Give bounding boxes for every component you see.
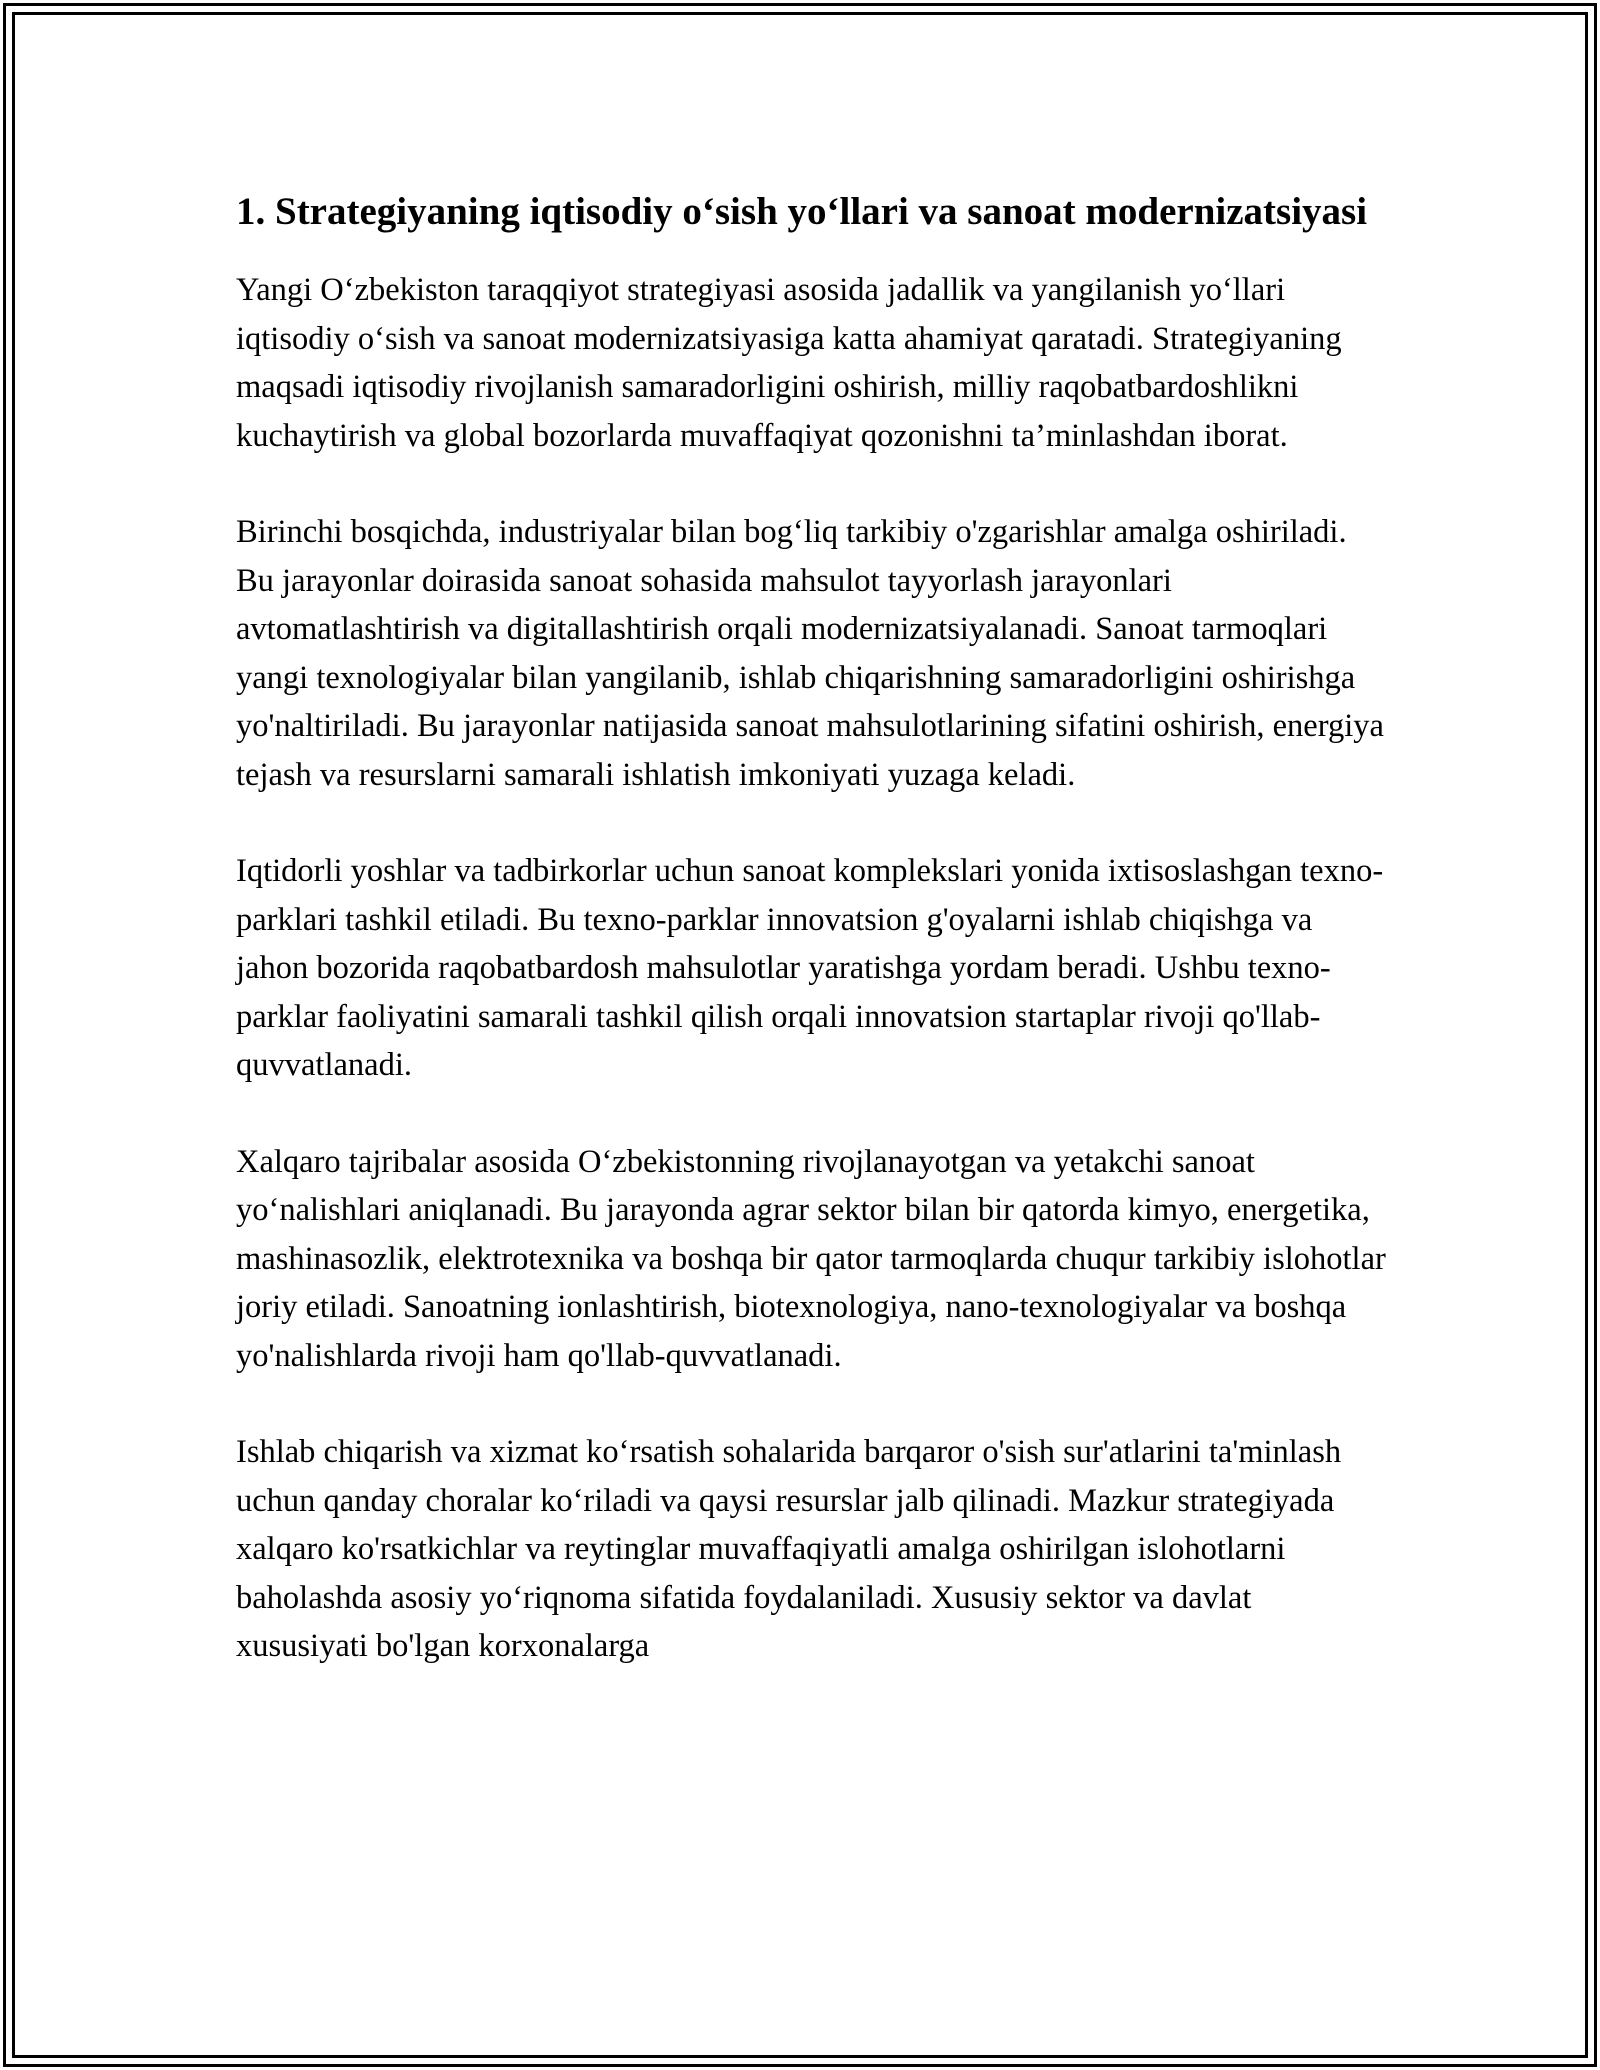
paragraph-1: Yangi O‘zbekiston taraqqiyot strategiyasi asosida jadallik va yangilanish yo‘llari iqtisodiy o‘sish va sanoat modernizatsiyasiga katta ahamiyat qaratadi. Strategiyaning maqsadi iqtisodiy rivojlanish samaradorligini oshirish, milliy raqobatbardoshlikni kuchaytirish va global bozorlarda muvaffaqiyat qozonishni ta’minlashdan iborat. <box>236 272 1342 454</box>
paragraph-2: Birinchi bosqichda, industriyalar bilan bog‘liq tarkibiy o'zgarishlar amalga oshiriladi. Bu jarayonlar doirasida sanoat sohasida mahsulot tayyorlash jarayonlari avtomatlashtirish va digitallashtirish orqali modernizatsiyalanadi. Sanoat tarmoqlari yangi texnologiyalar bilan yangilanib, ishlab chiqarishning samaradorligini oshirishga yo'naltiriladi. Bu jarayonlar natijasida sanoat mahsulotlarining sifatini oshirish, energiya tejash va resurslarni samarali ishlatish imkoniyati yuzaga keladi. <box>236 514 1384 793</box>
section-heading: 1. Strategiyaning iqtisodiy o‘sish yo‘llari va sanoat modernizatsiyasi <box>236 190 1368 233</box>
document-body <box>236 184 1386 1671</box>
paragraph-5: Ishlab chiqarish va xizmat ko‘rsatish sohalarida barqaror o'sish sur'atlarini ta'minlash uchun qanday choralar ko‘riladi va qaysi resurslar jalb qilinadi. Mazkur strategiyada xalqaro ko'rsatkichlar va reytinglar muvaffaqiyatli amalga oshirilgan islohotlarni baholashda asosiy yo‘riqnoma sifatida foydalaniladi. Xususiy sektor va davlat xususiyati bo'lgan korxonalarga <box>236 1434 1342 1664</box>
paragraph-3: Iqtidorli yoshlar va tadbirkorlar uchun sanoat komplekslari yonida ixtisoslashgan texno-parklari tashkil etiladi. Bu texno-parklar innovatsion g'oyalarni ishlab chiqishga va jahon bozorida raqobatbardosh mahsulotlar yaratishga yordam beradi. Ushbu texno-parklar faoliyatini samarali tashkil qilish orqali innovatsion startaplar rivoji qo'llab-quvvatlanadi. <box>236 853 1384 1083</box>
paragraph-4: Xalqaro tajribalar asosida O‘zbekistonning rivojlanayotgan va yetakchi sanoat yo‘nalishlari aniqlanadi. Bu jarayonda agrar sektor bilan bir qatorda kimyo, energetika, mashinasozlik, elektrotexnika va boshqa bir qator tarmoqlarda chuqur tarkibiy islohotlar joriy etiladi. Sanoatning ionlashtirish, biotexnologiya, nano-texnologiyalar va boshqa yo'nalishlarda rivoji ham qo'llab-quvvatlanadi. <box>236 1143 1386 1374</box>
